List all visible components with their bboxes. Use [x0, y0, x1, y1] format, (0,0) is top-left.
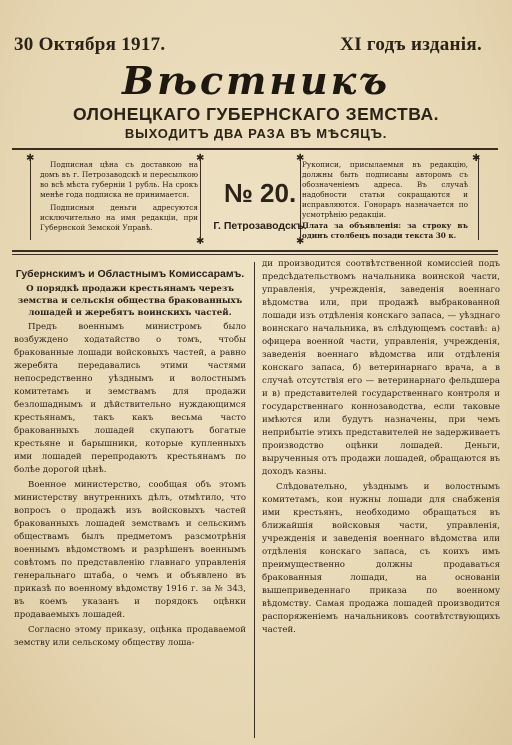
masthead-bottom-rule — [12, 250, 498, 252]
article-left-column — [14, 268, 246, 652]
ornament-star-icon: ✱ — [296, 153, 305, 164]
ornament-star-icon: ✱ — [296, 236, 305, 247]
manuscripts-text: Рукописи, присылаемыя въ редакцію, должны быть подписаны авторомъ съ обозначеніемъ адреса. Въ случаѣ надобности статьи сокращаются и исправляются. Гонораръ назначается по усмотрѣнію редакціи. — [302, 160, 468, 219]
article-paragraph: Военное министерство, сообщая объ этомъ министерству внутреннихъ дѣлъ, отмѣтило, что вопросъ о продажѣ изъ войсковыхъ частей бракованныхъ лошадей земствамъ и сельскимъ обществамъ былъ предметомъ разсмотрѣнія военнымъ вѣдомствомъ и разрѣшенъ военнымъ совѣтомъ по представленію главнаго управленія генеральнаго штаба, о чемъ и объявлено въ приказѣ по военному вѣдомству 1916 г. за № 343, въ коемъ указанъ и порядокъ оцѣнки продаваемыхъ лошадей. — [14, 480, 246, 620]
issue-number: № 20. — [223, 178, 297, 208]
article-paragraph: Согласно этому приказу, оцѣнка продаваемой земству или сельскому обществу лоша- — [14, 625, 246, 648]
info-box-left-border — [30, 156, 31, 240]
info-box-divider — [200, 156, 201, 240]
article-paragraph: Предъ военнымъ министромъ было возбуждено ходатайство о томъ, чтобы бракованные лошади войсковыхъ частей, а равно жеребята передавались этими частями непосредственно уѣзднымъ и волостнымъ комитетамъ и земствамъ для продажи безлошаднымъ и дѣйствительно нуждающимся крестьянамъ, такъ какъ весьма часто бракованныхъ лошадей скупаютъ богатые крестьяне и барышники, которые купленныхъ ими лошадей перепродаютъ крестьянамъ по болѣе дорогой цѣнѣ. — [14, 322, 246, 475]
ornament-star-icon: ✱ — [196, 236, 205, 247]
publication-frequency: ВЫХОДИТЪ ДВА РАЗА ВЪ МѢСЯЦЪ. — [124, 126, 388, 141]
issue-date: 30 Октября 1917. — [14, 34, 166, 55]
subscription-info — [40, 160, 198, 233]
advertising-rates-text: Плата за объявленія: за строку въ одинъ столбецъ позади текста 30 к. — [302, 221, 468, 240]
subscription-payment-text: Подписныя деньги адресуются исключительно на имя редакціи, при Губернской Земской Управѣ. — [40, 203, 198, 232]
article-heading: Губернскимъ и Областнымъ Комиссарамъ. — [15, 268, 245, 280]
ornament-star-icon: ✱ — [196, 153, 205, 164]
masthead-bottom-rule-thin — [12, 254, 498, 255]
article-lead: О порядкѣ продажи крестьянамъ черезъ земства и сельскія общества бракованныхъ лошадей и жеребятъ воинскихъ частей. — [17, 284, 243, 318]
column-divider — [254, 262, 255, 738]
ornament-star-icon: ✱ — [26, 153, 35, 164]
article-right-column — [262, 258, 500, 639]
subscription-price-text: Подписная цѣна съ доставкою на домъ въ г. Петрозаводскѣ и пересылкою во всѣ мѣста губерніи 1 рубль. На срокъ менѣе года подписка не принимается. — [40, 160, 198, 199]
editorial-info — [302, 160, 468, 241]
year-of-issue: XI годъ изданія. — [340, 34, 482, 55]
masthead-top-rule — [12, 148, 498, 150]
masthead-top-row — [14, 34, 482, 56]
ornament-star-icon: ✱ — [472, 153, 481, 164]
article-paragraph: ди производится соотвѣтственной комиссіей подъ предсѣдательствомъ начальника воинской части, управленія, учрежденія, заведенія военнаго вѣдомства или, при продажѣ выбракованной лошади изъ отдѣленія конскаго запаса, — уѣзднаго воинскаго начальника, въ слѣдующемъ составѣ: а) офицера военной части, управленія, учрежденія, заведенія военнаго вѣдомства или отдѣленія конскаго запаса, б) ветеринарнаго врача, а в случаѣ отсутствія его — ветеринарнаго фельдшера и в) представителей государственнаго контроля и государственнаго коннозаводства, если таковые имѣются или будутъ назначены, при чемъ неприбытіе этихъ представителей не задерживаетъ производство оцѣнки лошадей. Деньги, вырученныя отъ продажи лошадей, обращаются въ доходъ казны. — [262, 259, 500, 477]
newspaper-subtitle: ОЛОНЕЦКАГО ГУБЕРНСКАГО ЗЕМСТВА. — [72, 104, 439, 124]
newspaper-title: Вѣстникъ — [121, 58, 391, 103]
publication-city: Г. Петрозаводскъ. — [213, 220, 307, 232]
info-box-right-border — [478, 156, 479, 240]
article-paragraph: Слѣдовательно, уѣзднымъ и волостнымъ комитетамъ, кои нужны лошади для снабженія ими крестьянъ, необходимо обращаться въ ближайшія войсковыя части, управленія, учрежденія и заведенія военнаго вѣдомства или отдѣленія конскаго запаса, съ коихъ имъ преимущественно должны продаваться бракованныя лошади, на основаніи вышеприведеннаго приказа по военному вѣдомству. Самая продажа лошадей производится распоряженіемъ начальниковъ соотвѣтствующихъ частей. — [262, 482, 500, 635]
